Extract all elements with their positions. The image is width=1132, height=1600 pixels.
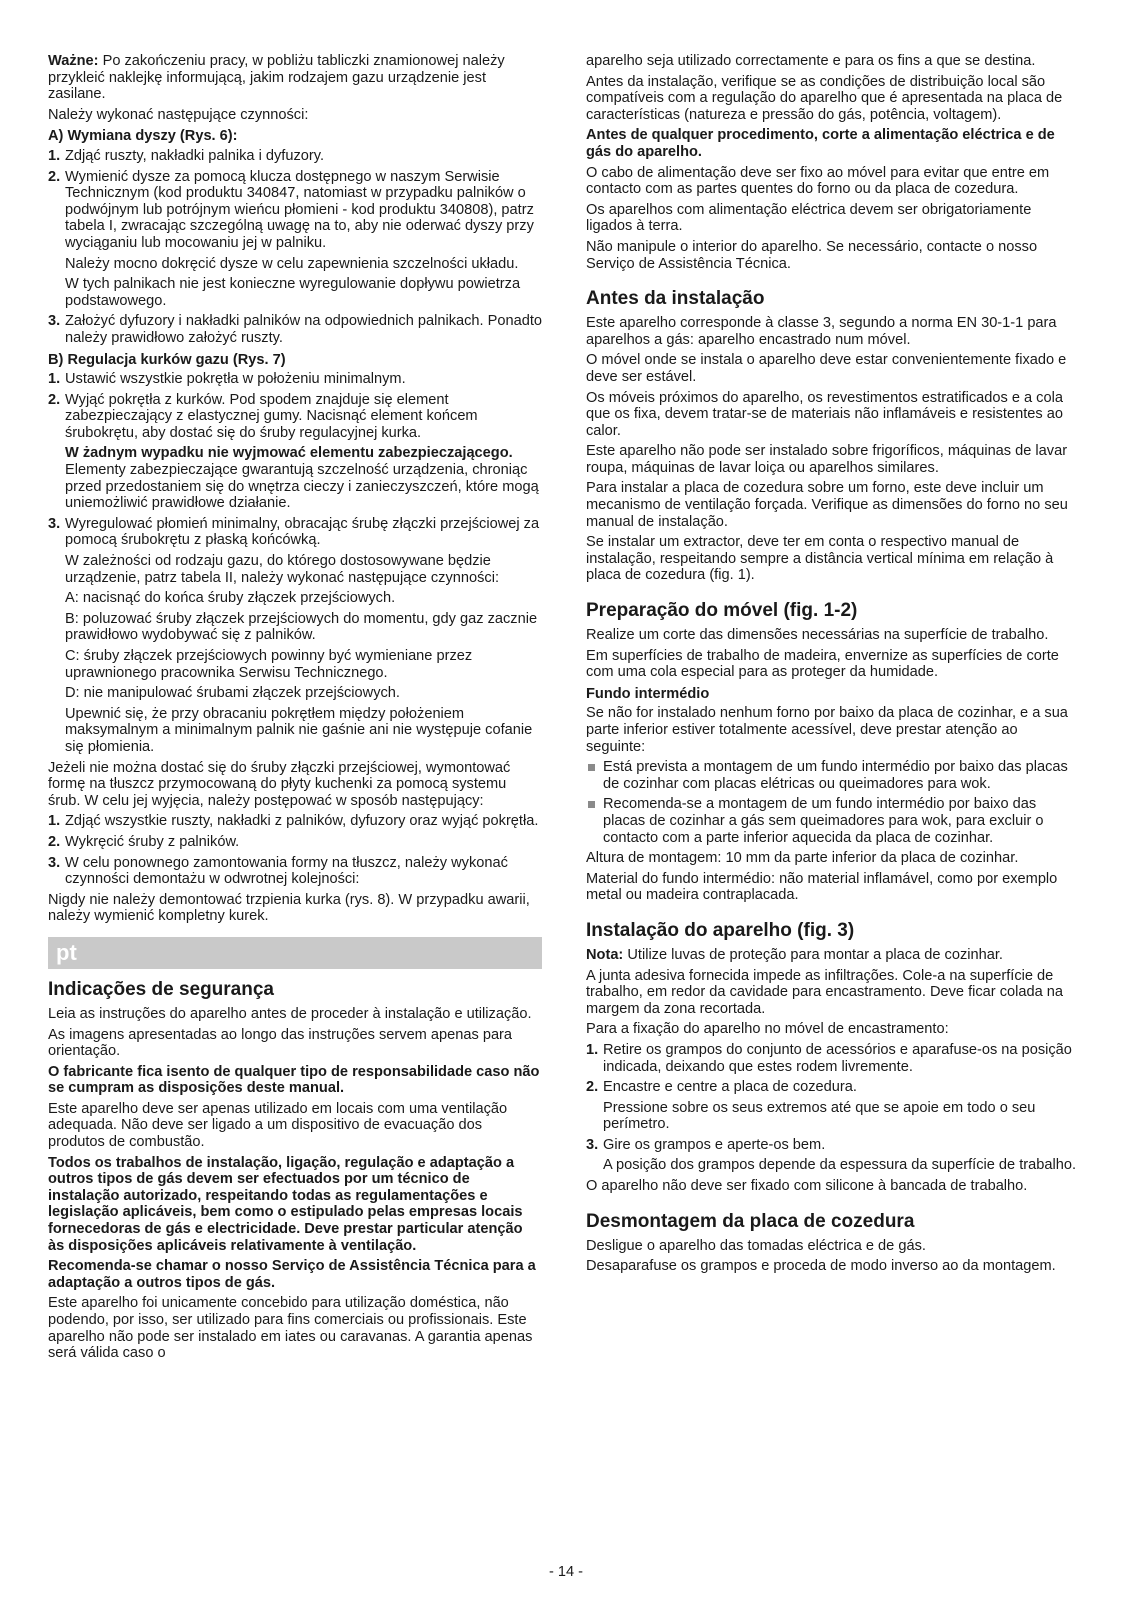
list-continuation xyxy=(48,445,542,511)
paragraph: As imagens apresentadas ao longo das instruções servem apenas para orientação. xyxy=(48,1026,513,1060)
paragraph: Este aparelho deve ser apenas utilizado em locais com uma ventilação adequada. Não deve ser ligado a um dispositivo de evacuação dos produtos de combustão. xyxy=(48,1100,508,1151)
paragraph: Os aparelhos com alimentação eléctrica devem ser obrigatoriamente ligados à terra. xyxy=(586,201,1032,235)
paragraph: Leia as instruções do aparelho antes de proceder à instalação e utilização. xyxy=(48,1005,532,1022)
heading-appliance-installation: Instalação do aparelho (fig. 3) xyxy=(586,919,855,941)
list-item xyxy=(586,1079,1080,1096)
bullet-item xyxy=(586,796,1080,846)
left-column xyxy=(48,53,542,1366)
bullet-text: Recomenda-se a montagem de um fundo intermédio por baixo das placas de cozinhar a gás sem queimadores para wok, para excluir o contacto com a parte inferior aquecida da placa de cozinhar. xyxy=(603,796,1044,846)
list-text: Retire os grampos do conjunto de acessórios e aparafuse-os na posição indicada, deixando que estes rodem livremente. xyxy=(603,1041,1072,1075)
list-number: 3. xyxy=(586,1136,599,1153)
list-continuation: Pressione sobre os seus extremos até que se apoie em todo o seu perímetro. xyxy=(603,1099,1036,1133)
bullet-square-icon xyxy=(588,764,595,771)
paragraph: Para a fixação do aparelho no móvel de encastramento: xyxy=(586,1021,949,1038)
paragraph: A junta adesiva fornecida impede as infiltrações. Cole-a na superfície de trabalho, em redor da cavidade para encastramento. Deve ficar colada na margem da zona recortada. xyxy=(586,967,1064,1017)
paragraph: Realize um corte das dimensões necessárias na superfície de trabalho. xyxy=(586,627,1049,644)
paragraph: Nigdy nie należy demontować trzpienia kurka (rys. 8). W przypadku awarii, należy wymienić kompletny kurek. xyxy=(48,891,530,925)
paragraph: Este aparelho não pode ser instalado sobre frigoríficos, máquinas de lavar roupa, máquinas de lavar loiça ou aparelhos similares. xyxy=(586,443,1068,476)
heading-hob-removal: Desmontagem da placa de cozedura xyxy=(586,1210,915,1232)
bold-paragraph: Antes de qualquer procedimento, corte a alimentação eléctrica e de gás do aparelho. xyxy=(586,127,1055,160)
warning-text: Po zakończeniu pracy, w pobliżu tabliczki znamionowej należy przykleić naklejkę informującą, jakim rodzajem gazu urządzenie jest zasilane. xyxy=(48,53,505,103)
list-item xyxy=(48,834,542,851)
subheading-nozzle-replacement: A) Wymiana dyszy (Rys. 6): xyxy=(48,128,238,145)
page-number: - 14 - xyxy=(548,1564,584,1580)
list-item xyxy=(48,813,542,830)
list-continuation: A posição dos grampos depende da espessura da superfície de trabalho. xyxy=(603,1157,1076,1174)
note-paragraph xyxy=(586,947,1080,964)
bold-paragraph: Todos os trabalhos de instalação, ligação, regulação e adaptação a outros tipos de gás devem ser efectuados por um técnico de instalação autorizado, respeitando todas as regulamentações e legislação aplicáveis, bem como o estipulado pelas empresas locais fornecedoras de gás e electricidade. Deve prestar particular atenção às disposições aplicáveis relativamente à ventilação. xyxy=(48,1154,523,1254)
language-code: pt xyxy=(56,939,77,965)
list-item xyxy=(586,1042,1080,1075)
note-lead: Nota: xyxy=(586,946,624,963)
list-text: Zdjąć wszystkie ruszty, nakładki z palników, dyfuzory oraz wyjąć pokrętła. xyxy=(65,813,539,830)
paragraph: O cabo de alimentação deve ser fixo ao móvel para evitar que entre em contacto com as partes quentes do forno ou da placa de cozedura. xyxy=(586,164,1050,198)
list-item xyxy=(48,148,542,165)
list-continuation: B: poluzować śruby złączek przejściowych do momentu, gdy gaz zacznie prawidłowo wydobywać się z palników. xyxy=(65,610,538,644)
list-number: 1. xyxy=(586,1041,599,1058)
list-number: 3. xyxy=(48,515,61,532)
list-item xyxy=(48,855,542,888)
paragraph: Este aparelho foi unicamente concebido para utilização doméstica, não podendo, por isso, ser utilizado para fins comerciais ou profissionais. Este aparelho não pode ser instalado em iates ou caravanas. A garantia apenas será válida caso o xyxy=(48,1295,533,1362)
paragraph: Desligue o aparelho das tomadas eléctrica e de gás. xyxy=(586,1237,926,1254)
paragraph: Os móveis próximos do aparelho, os revestimentos estratificados e a cola que os fixa, devem tratar-se de materiais não inflamáveis e resistentes ao calor. xyxy=(586,389,1063,439)
bullet-item xyxy=(586,759,1080,792)
paragraph: Se instalar um extractor, deve ter em conta o respectivo manual de instalação, respeitando sempre a distância vertical mínima em relação à placa de cozedura (fig. 1). xyxy=(586,534,1054,584)
paragraph: O aparelho não deve ser fixado com silicone à bancada de trabalho. xyxy=(586,1178,1028,1195)
list-continuation: Upewnić się, że przy obracaniu pokrętłem między położeniem maksymalnym a minimalnym palnik nie gaśnie ani nie występuje cofanie się płomienia. xyxy=(65,705,533,755)
bold-paragraph: Recomenda-se chamar o nosso Serviço de Assistência Técnica para a adaptação a outros tipos de gás. xyxy=(48,1258,536,1291)
warning-lead: Ważne: xyxy=(48,53,99,69)
paragraph: O móvel onde se instala o aparelho deve estar convenientemente fixado e deve ser estável. xyxy=(586,352,1067,385)
subheading-gas-tap-adjustment: B) Regulacja kurków gazu (Rys. 7) xyxy=(48,351,286,368)
list-continuation: Należy mocno dokręcić dysze w celu zapewnienia szczelności układu. xyxy=(65,255,519,272)
list-continuation: W zależności od rodzaju gazu, do którego dostosowywane będzie urządzenie, patrz tabela II, należy wykonać następujące czynności: xyxy=(65,553,500,586)
bold-warning: W żadnym wypadku nie wyjmować elementu zabezpieczającego. xyxy=(65,445,513,462)
list-number: 2. xyxy=(48,833,61,850)
list-text: Encastre e centre a placa de cozedura. xyxy=(603,1079,857,1096)
heading-before-installation: Antes da instalação xyxy=(586,288,765,310)
paragraph: Altura de montagem: 10 mm da parte inferior da placa de cozinhar. xyxy=(586,850,1019,867)
warning-explanation: Elementy zabezpieczające gwarantują szczelność urządzenia, chroniąc przed przedostaniem się do wnętrza cieczy i zanieczyszczeń, które mogą uniemożliwić prawidłowe działanie. xyxy=(65,462,539,512)
list-item xyxy=(48,169,542,252)
paragraph: Para instalar a placa de cozedura sobre um forno, este deve incluir um mecanismo de ventilação forçada. Verifique as dimensões do forno no seu manual de instalação. xyxy=(586,480,1068,530)
paragraph: Material do fundo intermédio: não material inflamável, como por exemplo metal ou madeira contraplacada. xyxy=(586,870,1058,904)
list-number: 1. xyxy=(48,813,61,830)
bold-paragraph: O fabricante fica isento de qualquer tipo de responsabilidade caso não se cumpram as disposições deste manual. xyxy=(48,1063,540,1097)
list-text: Gire os grampos e aperte-os bem. xyxy=(603,1136,826,1153)
list-number: 3. xyxy=(48,854,61,871)
list-number: 2. xyxy=(586,1079,599,1096)
list-continuation: C: śruby złączek przejściowych powinny być wymieniane przez uprawnionego pracownika Serwisu Technicznego. xyxy=(65,648,473,681)
paragraph: Se não for instalado nenhum forno por baixo da placa de cozinhar, e a sua parte inferior estiver totalmente acessível, deve prestar atenção ao seguinte: xyxy=(586,705,1068,755)
list-item xyxy=(48,392,542,442)
subheading-intermediate-base: Fundo intermédio xyxy=(586,685,710,702)
list-text: Wykręcić śruby z palników. xyxy=(65,833,240,850)
list-text: Zdjąć ruszty, nakładki palnika i dyfuzory. xyxy=(65,147,325,164)
list-item xyxy=(586,1137,1080,1154)
list-item xyxy=(48,371,542,388)
list-continuation: A: nacisnąć do końca śruby złączek przejściowych. xyxy=(65,590,396,607)
heading-cabinet-preparation: Preparação do móvel (fig. 1-2) xyxy=(586,600,858,622)
paragraph: Não manipule o interior do aparelho. Se necessário, contacte o nosso Serviço de Assistência Técnica. xyxy=(586,238,1038,272)
paragraph: aparelho seja utilizado correctamente e para os fins a que se destina. xyxy=(586,53,1036,69)
list-text: Wyregulować płomień minimalny, obracając śrubę złączki przejściowej za pomocą śrubokrętu z płaską końcówką. xyxy=(65,515,540,549)
note-text: Utilize luvas de proteção para montar a placa de cozinhar. xyxy=(627,946,1003,963)
list-text: Założyć dyfuzory i nakładki palników na odpowiednich palnikach. Ponadto należy prawidłowo założyć ruszty. xyxy=(65,313,543,346)
paragraph: Antes da instalação, verifique se as condições de distribuição local são compatíveis com a regulação do aparelho que é apresentada na placa de características (natureza e pressão do gás, potência, voltagem). xyxy=(586,73,1063,123)
list-number: 2. xyxy=(48,391,61,408)
language-bar xyxy=(48,937,542,969)
heading-safety: Indicações de segurança xyxy=(48,978,274,1000)
warning-paragraph xyxy=(48,53,542,103)
paragraph: Należy wykonać następujące czynności: xyxy=(48,106,309,123)
list-item xyxy=(48,313,542,346)
paragraph: Este aparelho corresponde à classe 3, segundo a norma EN 30-1-1 para aparelhos a gás: aparelho encastrado num móvel. xyxy=(586,315,1057,348)
list-continuation: D: nie manipulować śrubami złączek przejściowych. xyxy=(65,685,400,702)
list-text: Wyjąć pokrętła z kurków. Pod spodem znajduje się element zabezpieczający z elastycznej gumy. Nacisnąć element końcem śrubokrętu, aby dostać się do śruby regulacyjnej kurka. xyxy=(65,391,478,441)
list-number: 1. xyxy=(48,371,61,388)
bullet-square-icon xyxy=(588,801,595,808)
list-text: Wymienić dysze za pomocą klucza dostępnego w naszym Serwisie Technicznym (kod produktu 340847, natomiast w przypadku palników o podwójnym lub potrójnym wieńcu płomieni - kod produktu 340808), patrz tabela I, zwracając szczególną uwagę na to, aby nie oderwać dyszy przy wyciąganiu lub mocowaniu jej w palniku. xyxy=(65,168,534,251)
paragraph: Desaparafuse os grampos e proceda de modo inverso ao da montagem. xyxy=(586,1258,1056,1275)
paragraph: Jeżeli nie można dostać się do śruby złączki przejściowej, wymontować formę na tłuszcz przymocowaną do płyty kuchenki za pomocą systemu śrub. W celu jej wyjęcia, należy postępować w sposób następujący: xyxy=(48,759,511,809)
list-item xyxy=(48,516,542,549)
right-column xyxy=(586,53,1080,1279)
bullet-text: Está prevista a montagem de um fundo intermédio por baixo das placas de cozinhar com placas elétricas ou queimadores para wok. xyxy=(603,759,1068,792)
list-number: 2. xyxy=(48,168,61,185)
list-text: W celu ponownego zamontowania formy na tłuszcz, należy wykonać czynności demontażu w odwrotnej kolejności: xyxy=(65,854,508,888)
list-number: 1. xyxy=(48,147,61,164)
list-number: 3. xyxy=(48,313,61,330)
paragraph: Em superfícies de trabalho de madeira, envernize as superfícies de corte com uma cola especial para as proteger da humidade. xyxy=(586,647,1059,681)
list-continuation: W tych palnikach nie jest konieczne wyregulowanie dopływu powietrza podstawowego. xyxy=(65,276,521,309)
list-text: Ustawić wszystkie pokrętła w położeniu minimalnym. xyxy=(65,371,406,388)
